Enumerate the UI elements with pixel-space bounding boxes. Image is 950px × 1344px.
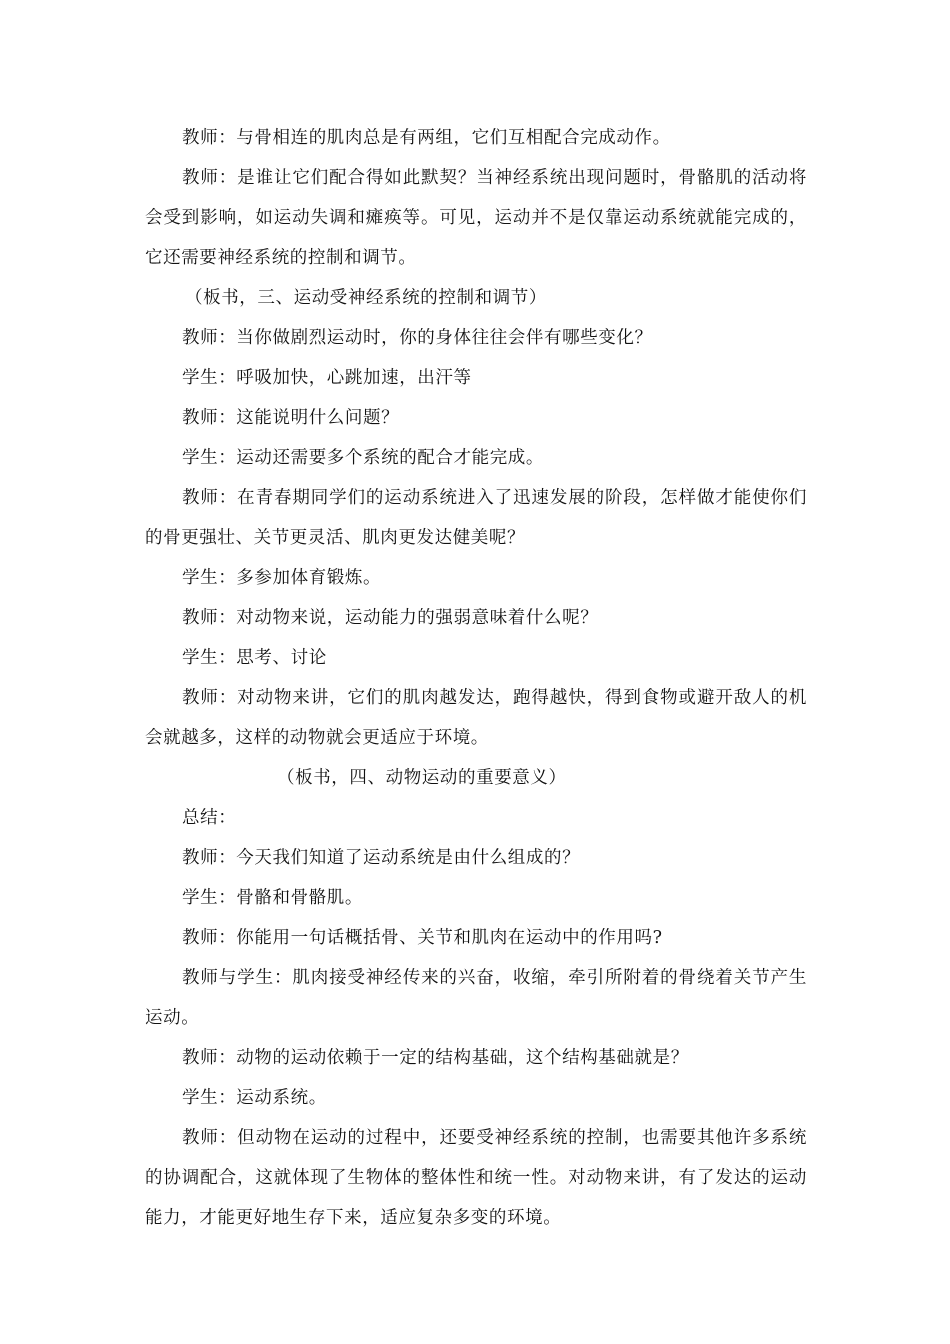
paragraph-5: 学生：呼吸加快，心跳加速，出汗等 (182, 368, 472, 388)
paragraph-18: 教师与学生：肌肉接受神经传来的兴奋，收缩，牵引所附着的骨绕着关节产生运动。 (145, 968, 807, 1028)
paragraph-8: 教师：在青春期同学们的运动系统进入了迅速发展的阶段，怎样做才能使你们的骨更强壮、关节更灵活、肌肉更发达健美呢？ (145, 488, 807, 548)
board-note-3: （板书，三、运动受神经系统的控制和调节） (185, 288, 547, 308)
paragraph-11: 学生：思考、讨论 (182, 648, 327, 668)
paragraph-2: 教师：是谁让它们配合得如此默契？当神经系统出现问题时，骨骼肌的活动将会受到影响，如运动失调和瘫痪等。可见，运动并不是仅靠运动系统就能完成的，它还需要神经系统的控制和调节。 (145, 168, 807, 268)
paragraph-19: 教师：动物的运动依赖于一定的结构基础，这个结构基础就是？ (182, 1048, 689, 1068)
paragraph-7: 学生：运动还需要多个系统的配合才能完成。 (182, 448, 544, 468)
paragraph-15: 教师：今天我们知道了运动系统是由什么组成的？ (182, 848, 581, 868)
document-body (145, 118, 807, 1238)
paragraph-17: 教师：你能用一句话概括骨、关节和肌肉在运动中的作用吗? (182, 928, 663, 948)
paragraph-12: 教师：对动物来讲，它们的肌肉越发达，跑得越快，得到食物或避开敌人的机会就越多，这样的动物就会更适应于环境。 (145, 688, 807, 748)
paragraph-21: 教师：但动物在运动的过程中，还要受神经系统的控制，也需要其他许多系统的协调配合，这就体现了生物体的整体性和统一性。对动物来讲，有了发达的运动能力，才能更好地生存下来，适应复杂多变的环境。 (145, 1128, 807, 1228)
paragraph-4: 教师：当你做剧烈运动时，你的身体往往会伴有哪些变化？ (182, 328, 653, 348)
summary-heading: 总结： (182, 808, 237, 828)
paragraph-16: 学生：骨骼和骨骼肌。 (182, 888, 363, 908)
paragraph-20: 学生：运动系统。 (182, 1088, 327, 1108)
paragraph-9: 学生：多参加体育锻炼。 (182, 568, 382, 588)
paragraph-6: 教师：这能说明什么问题？ (182, 408, 400, 428)
paragraph-10: 教师：对动物来说，运动能力的强弱意味着什么呢？ (182, 608, 599, 628)
board-note-4: （板书，四、动物运动的重要意义） (277, 768, 567, 788)
paragraph-1: 教师：与骨相连的肌肉总是有两组，它们互相配合完成动作。 (182, 128, 671, 148)
